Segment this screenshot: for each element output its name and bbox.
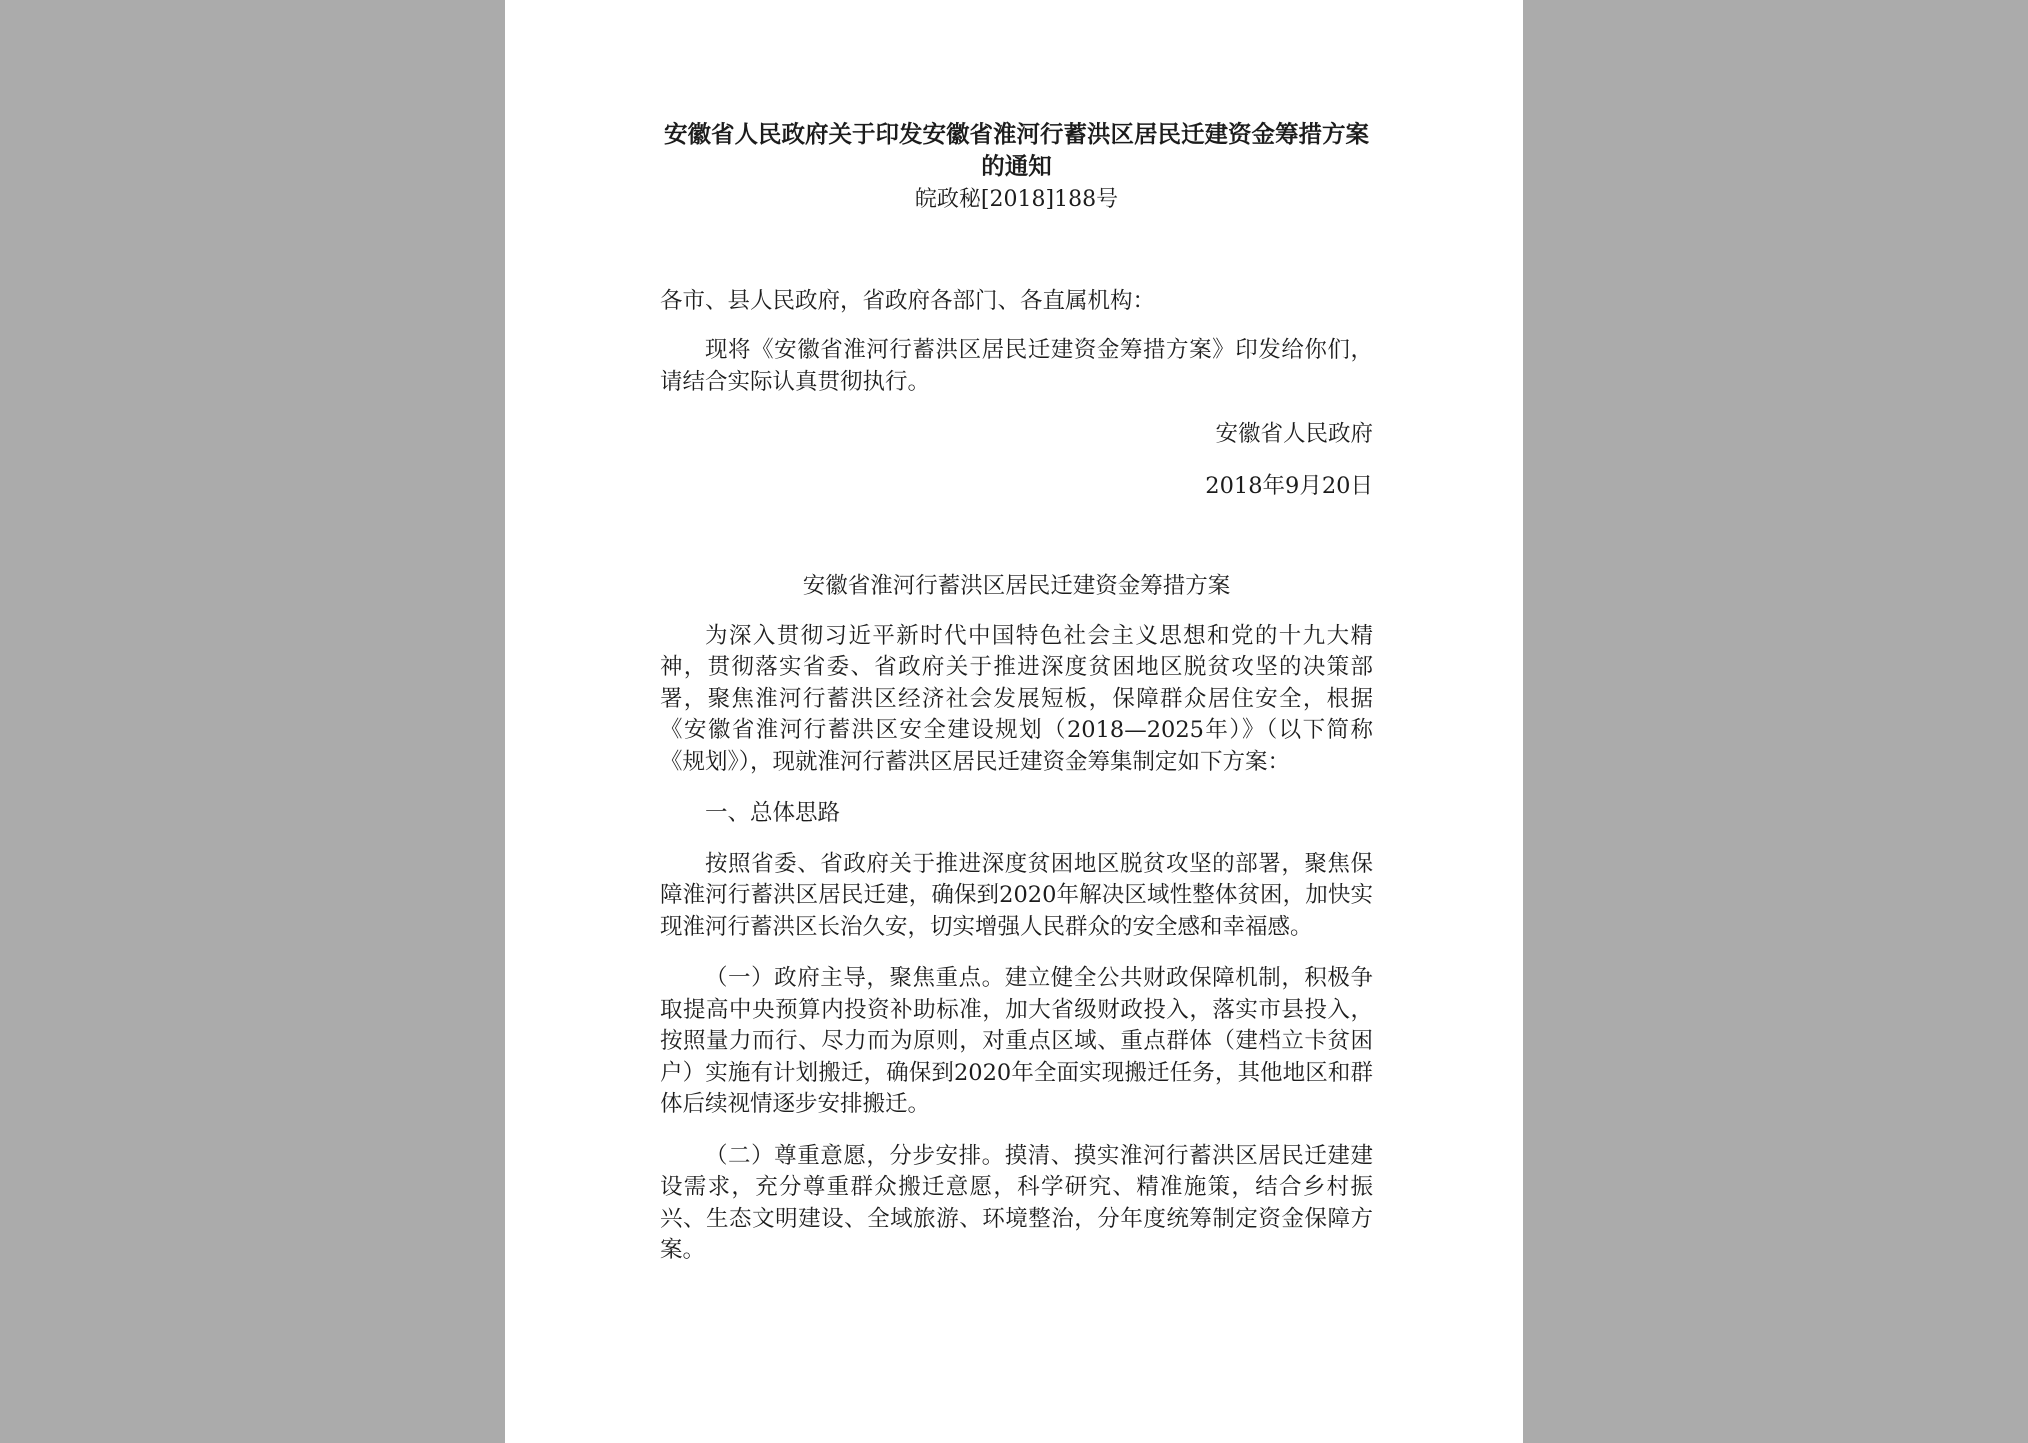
plan-title: 安徽省淮河行蓄洪区居民迁建资金筹措方案	[802, 573, 1231, 599]
plan-intro-paragraph: 为深入贯彻习近平新时代中国特色社会主义思想和党的十九大精神，贯彻落实省委、省政府关于推进深度贫困地区脱贫攻坚的决策部署，聚焦淮河行蓄洪区经济社会发展短板，保障群众居住安全，根据《安徽省淮河行蓄洪区安全建设规划（2018—2025年）》（以下简称《规划》），现就淮河行蓄洪区居民迁建资金筹集制定如下方案：	[660, 622, 1373, 775]
document-page	[505, 0, 1523, 1443]
section-heading: 一、总体思路	[705, 800, 841, 826]
section-paragraph: 按照省委、省政府关于推进深度贫困地区脱贫攻坚的部署，聚焦保障淮河行蓄洪区居民迁建，确保到2020年解决区域性整体贫困，加快实现淮河行蓄洪区长治久安，切实增强人民群众的安全感和幸福感。	[660, 850, 1373, 940]
page-content	[660, 118, 1373, 1267]
addressee: 各市、县人民政府，省政府各部门、各直属机构：	[660, 287, 1156, 314]
document-number: 皖政秘[2018]188号	[914, 187, 1119, 212]
section-item-2: （二）尊重意愿，分步安排。摸清、摸实淮河行蓄洪区居民迁建建设需求，充分尊重群众搬迁意愿，科学研究、精准施策，结合乡村振兴、生态文明建设、全域旅游、环境整治，分年度统筹制定资金保障方案。	[660, 1142, 1373, 1263]
section-item-1: （一）政府主导，聚焦重点。建立健全公共财政保障机制，积极争取提高中央预算内投资补助标准，加大省级财政投入，落实市县投入，按照量力而行、尽力而为原则，对重点区域、重点群体（建档立卡贫困户）实施有计划搬迁，确保到2020年全面实现搬迁任务，其他地区和群体后续视情逐步安排搬迁。	[660, 965, 1373, 1117]
signer: 安徽省人民政府	[1215, 421, 1373, 447]
notice-body: 现将《安徽省淮河行蓄洪区居民迁建资金筹措方案》印发给你们，请结合实际认真贯彻执行。	[660, 337, 1373, 395]
document-title: 安徽省人民政府关于印发安徽省淮河行蓄洪区居民迁建资金筹措方案的通知	[664, 120, 1369, 180]
signing-date: 2018年9月20日	[1205, 472, 1373, 499]
